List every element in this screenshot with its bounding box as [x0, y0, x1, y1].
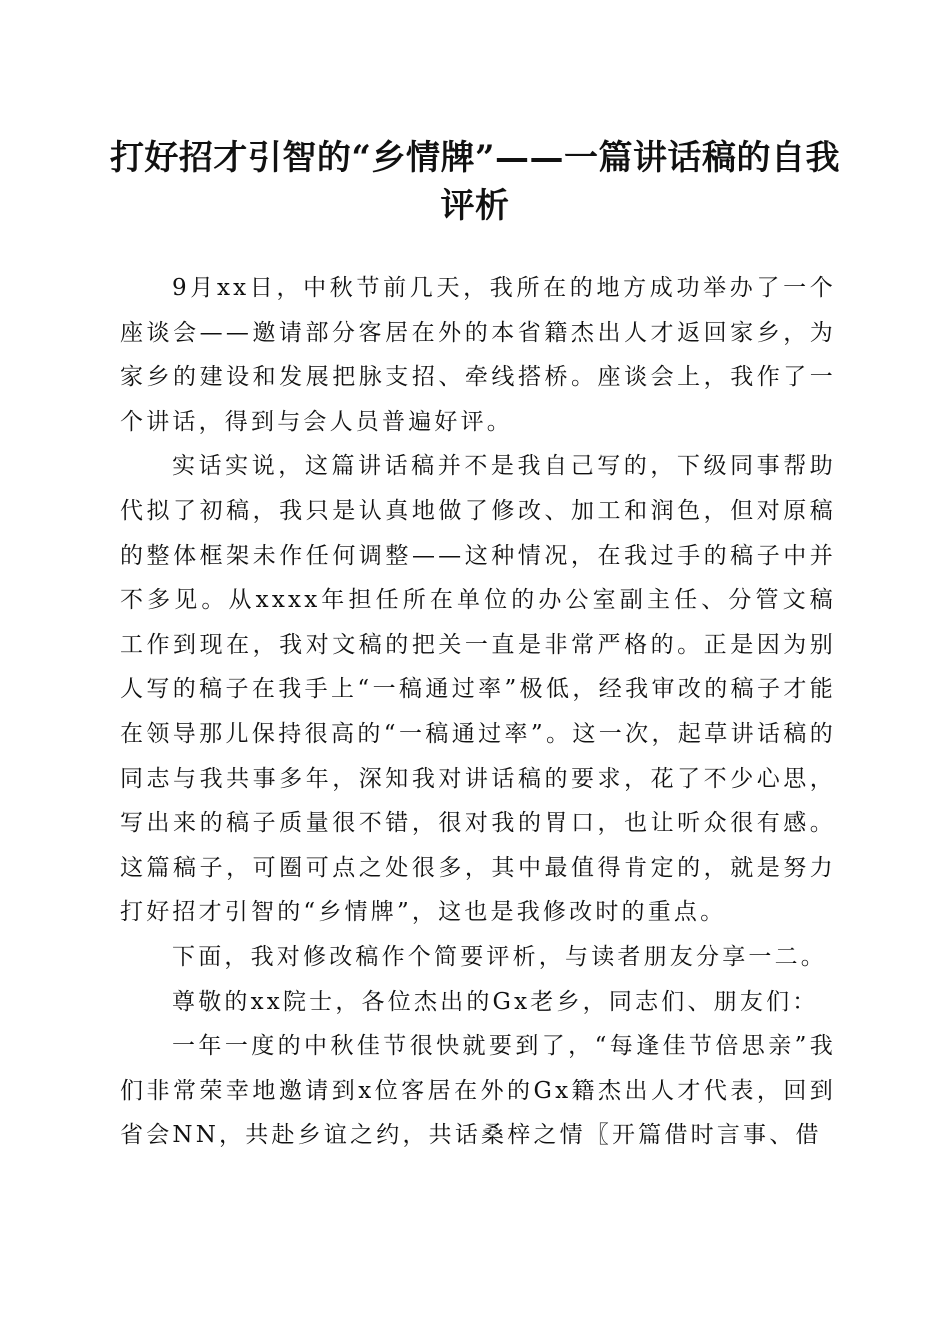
paragraph-4-salutation: 尊敬的xx院士，各位杰出的Gx老乡，同志们、朋友们：	[172, 988, 819, 1015]
document-title: 打好招才引智的“乡情牌”——一篇讲话稿的自我评析	[109, 138, 841, 226]
document-body	[120, 266, 836, 1158]
paragraph-5: 一年一度的中秋佳节很快就要到了，“每逢佳节倍思亲”我们非常荣幸地邀请到x位客居在外的Gx籍杰出人才代表，回到省会NN，共赴乡谊之约，共话桑梓之情〖开篇借时言事、借	[120, 1033, 836, 1149]
paragraph-1: 9月xx日，中秋节前几天，我所在的地方成功举办了一个座谈会——邀请部分客居在外的本省籍杰出人才返回家乡，为家乡的建设和发展把脉支招、牵线搭桥。座谈会上，我作了一个讲话，得到与会人员普遍好评。	[120, 275, 836, 435]
paragraph-2: 实话实说，这篇讲话稿并不是我自己写的，下级同事帮助代拟了初稿，我只是认真地做了修改、加工和润色，但对原稿的整体框架未作任何调整——这种情况，在我过手的稿子中并不多见。从xxxx年担任所在单位的办公室副主任、分管文稿工作到现在，我对文稿的把关一直是非常严格的。正是因为别人写的稿子在我手上“一稿通过率”极低，经我审改的稿子才能在领导那儿保持很高的“一稿通过率”。这一次，起草讲话稿的同志与我共事多年，深知我对讲话稿的要求，花了不少心思，写出来的稿子质量很不错，很对我的胃口，也让听众很有感。这篇稿子，可圈可点之处很多，其中最值得肯定的，就是努力打好招才引智的“乡情牌”，这也是我修改时的重点。	[120, 453, 836, 926]
paragraph-3: 下面，我对修改稿作个简要评析，与读者朋友分享一二。	[172, 943, 827, 970]
